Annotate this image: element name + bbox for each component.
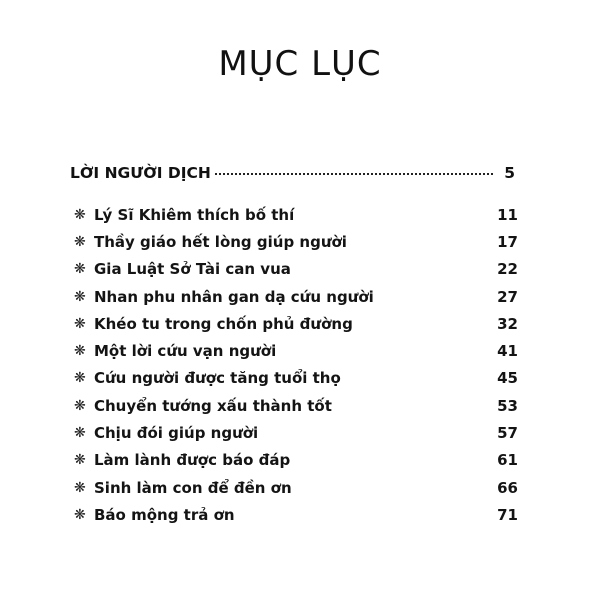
- asterism-bullet-icon: ❋: [74, 261, 86, 278]
- toc-entry-page: 32: [497, 314, 518, 333]
- toc-entry-title: Cứu người được tăng tuổi thọ: [94, 369, 341, 388]
- page-title: MỤC LỤC: [218, 44, 382, 84]
- asterism-bullet-icon: ❋: [74, 506, 86, 523]
- toc-entry-page: 45: [497, 369, 518, 388]
- preface-page-number: 5: [504, 164, 515, 182]
- toc-entry: [74, 256, 518, 283]
- preface-label: LỜI NGƯỜI DỊCH: [70, 164, 211, 182]
- toc-entry-page: 22: [497, 260, 518, 279]
- toc-entry-title: Báo mộng trả ơn: [94, 505, 235, 524]
- asterism-bullet-icon: ❋: [74, 479, 86, 496]
- toc-entry-title: Chuyển tướng xấu thành tốt: [94, 396, 332, 415]
- toc-entry-page: 61: [497, 451, 518, 470]
- toc-entry: [74, 337, 518, 364]
- dot-leader: [215, 173, 493, 175]
- toc-entry-page: 17: [497, 232, 518, 251]
- asterism-bullet-icon: ❋: [74, 288, 86, 305]
- asterism-bullet-icon: ❋: [74, 343, 86, 360]
- toc-entry-page: 71: [497, 505, 518, 524]
- toc-entry: [74, 310, 518, 337]
- toc-entry-title: Một lời cứu vạn người: [94, 342, 277, 361]
- toc-entry-title: Khéo tu trong chốn phủ đường: [94, 314, 353, 333]
- toc-entry: [74, 228, 518, 255]
- toc-entry-title: Nhan phu nhân gan dạ cứu người: [94, 287, 374, 306]
- asterism-bullet-icon: ❋: [74, 452, 86, 469]
- toc-entry: [74, 501, 518, 528]
- toc-entry: [74, 283, 518, 310]
- toc-preface-entry: [70, 164, 515, 182]
- toc-entry: [74, 447, 518, 474]
- toc-entry-title: Chịu đói giúp người: [94, 424, 259, 443]
- asterism-bullet-icon: ❋: [74, 206, 86, 223]
- asterism-bullet-icon: ❋: [74, 370, 86, 387]
- toc-entry-page: 53: [497, 396, 518, 415]
- asterism-bullet-icon: ❋: [74, 233, 86, 250]
- toc-entry-page: 66: [497, 478, 518, 497]
- asterism-bullet-icon: ❋: [74, 315, 86, 332]
- asterism-bullet-icon: ❋: [74, 397, 86, 414]
- toc-entry-page: 57: [497, 424, 518, 443]
- toc-entry: [74, 201, 518, 228]
- toc-entry: [74, 419, 518, 446]
- table-of-contents: [74, 201, 518, 529]
- toc-entry-title: Sinh làm con để đền ơn: [94, 478, 292, 497]
- asterism-bullet-icon: ❋: [74, 425, 86, 442]
- toc-entry-title: Lý Sĩ Khiêm thích bố thí: [94, 205, 295, 224]
- toc-entry-page: 11: [497, 205, 518, 224]
- toc-entry-title: Thầy giáo hết lòng giúp người: [94, 232, 347, 251]
- toc-entry-page: 27: [497, 287, 518, 306]
- toc-entry-title: Làm lành được báo đáp: [94, 451, 291, 470]
- toc-entry: [74, 392, 518, 419]
- toc-entry-title: Gia Luật Sở Tài can vua: [94, 260, 291, 279]
- toc-entry-page: 41: [497, 342, 518, 361]
- toc-entry: [74, 365, 518, 392]
- toc-entry: [74, 474, 518, 501]
